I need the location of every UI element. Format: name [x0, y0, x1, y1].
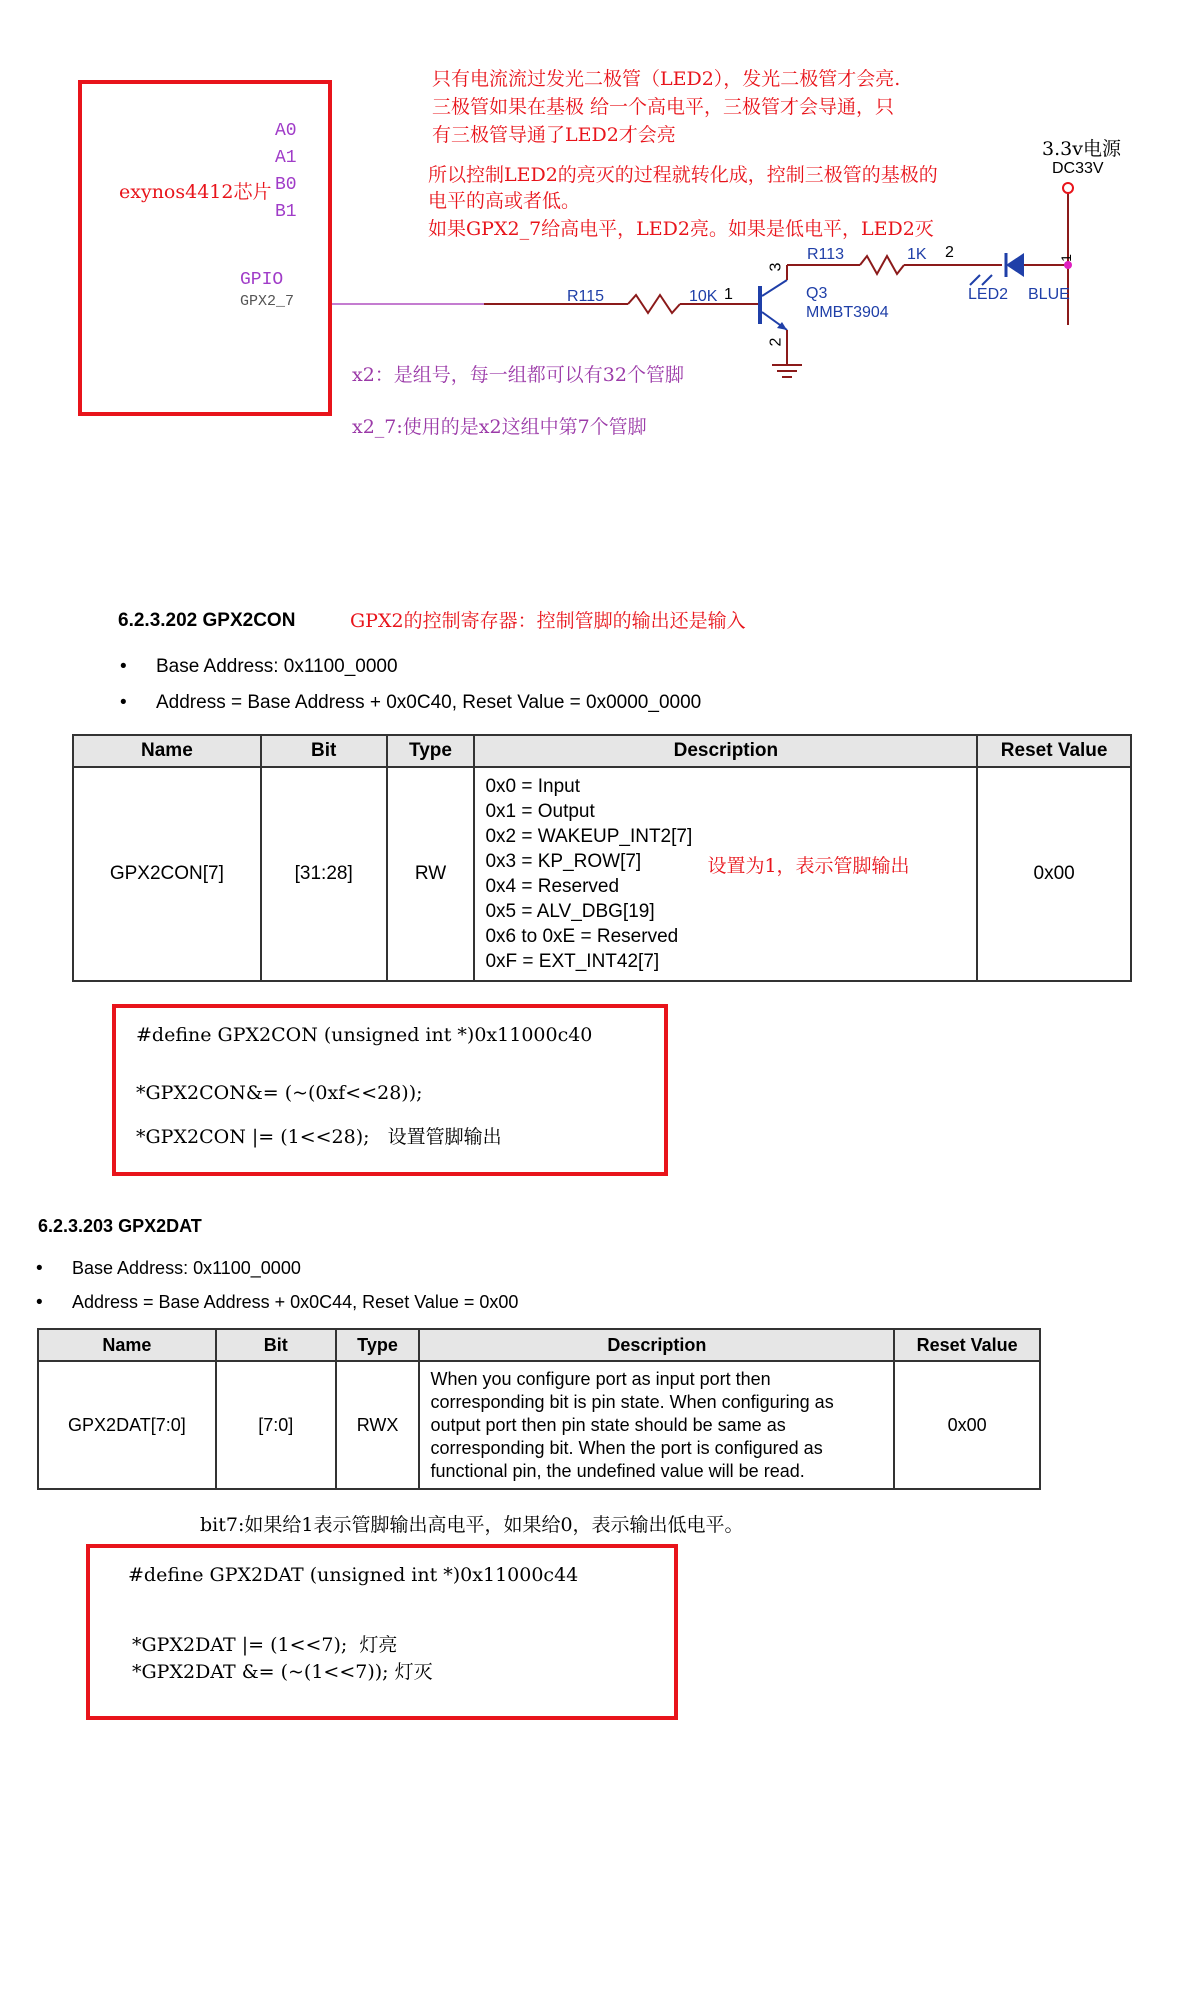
desc-line: corresponding bit. When the port is configured as [430, 1437, 823, 1458]
col-name-header: Name [73, 735, 261, 767]
cell-name: GPX2CON[7] [73, 767, 261, 981]
desc-line: corresponding bit is pin state. When configuring as [430, 1391, 834, 1412]
r113-resistor [860, 256, 904, 274]
desc-line: 0x5 = ALV_DBG[19] [485, 901, 655, 922]
q3-collector-pin: 3 [767, 262, 785, 272]
bit7-note: bit7:如果给1表示管脚输出高电平，如果给0，表示输出低电平。 [200, 1514, 744, 1536]
gpx2dat-define: #define GPX2DAT (unsigned int *)0x11000c44 [128, 1564, 579, 1586]
power-junction [1064, 261, 1072, 269]
col-bit-header: Bit [216, 1329, 336, 1361]
r113-value: 1K [907, 246, 927, 263]
chip-pin-b1: B1 [275, 202, 297, 222]
gpx2dat-address: • Address = Base Address + 0x0C44, Reset Value = 0x00 [72, 1292, 518, 1313]
led-diode-triangle [1006, 253, 1024, 277]
gpio-label: GPIO [240, 270, 284, 290]
r115-name: R115 [567, 288, 605, 305]
gpx2con-base-address: • Base Address: 0x1100_0000 [156, 656, 398, 678]
cell-bit: [31:28] [261, 767, 387, 981]
gpx2dat-led-off: *GPX2DAT &= (~(1<<7)); 灯灭 [132, 1661, 433, 1683]
desc-annotation: 设置为1，表示管脚输出 [707, 855, 910, 877]
cell-type: RW [387, 767, 475, 981]
power-net: DC33V [1052, 160, 1104, 177]
led-pin-1: 1 [1057, 254, 1074, 262]
desc-line: 0x6 to 0xE = Reserved [485, 926, 679, 947]
desc-line: When you configure port as input port then [430, 1368, 771, 1389]
r115-value: 10K [689, 288, 718, 305]
chip-label: exynos4412芯片 [119, 181, 272, 203]
r113-name: R113 [807, 246, 845, 263]
chip-pin-a1: A1 [275, 148, 297, 168]
gpio-pin-label: GPX2_7 [240, 293, 295, 310]
note-line-3: 有三极管导通了LED2才会亮 [432, 124, 676, 146]
q3-collector [762, 280, 787, 296]
q3-base-pin: 1 [724, 286, 733, 303]
led-color: BLUE [1028, 286, 1070, 303]
q3-part: MMBT3904 [806, 304, 889, 321]
gpx2con-clear-bits: *GPX2CON&= (~(0xf<<28)); [136, 1082, 423, 1104]
power-terminal [1063, 183, 1073, 193]
gpx2dat-base-address: • Base Address: 0x1100_0000 [72, 1258, 301, 1279]
q3-name: Q3 [806, 285, 828, 302]
col-name-header: Name [38, 1329, 216, 1361]
col-description-header: Description [419, 1329, 894, 1361]
r115-resistor [628, 295, 680, 313]
q3-emitter-pin: 2 [767, 337, 785, 347]
led-pin-2: 2 [945, 244, 954, 261]
desc-line: 0x4 = Reserved [485, 876, 620, 897]
led-name: LED2 [968, 286, 1009, 303]
note-group-number: x2：是组号，每一组都可以有32个管脚 [352, 364, 684, 386]
gpx2dat-header-row [38, 1329, 1040, 1361]
col-type-header: Type [387, 735, 475, 767]
cell-description [419, 1361, 894, 1489]
led-ray-1 [970, 275, 980, 285]
col-bit-header: Bit [261, 735, 387, 767]
note-line-6: 如果GPX2_7给高电平，LED2亮。如果是低电平，LED2灭 [428, 218, 934, 240]
gpx2con-header-row [73, 735, 1131, 767]
gpx2dat-table [37, 1328, 1041, 1490]
table-row [73, 767, 1131, 981]
note-line-1: 只有电流流过发光二极管（LED2），发光二极管才会亮. [432, 68, 901, 90]
led-ray-2 [982, 275, 992, 285]
note-line-2: 三极管如果在基极 给一个高电平，三极管才会导通，只 [432, 96, 895, 118]
gpx2con-set-output: *GPX2CON |= (1<<28); 设置管脚输出 [136, 1126, 502, 1148]
power-label: 3.3v电源 [1042, 138, 1121, 160]
desc-line: 0xF = EXT_INT42[7] [485, 951, 660, 972]
gpx2con-table [72, 734, 1132, 982]
note-line-4: 所以控制LED2的亮灭的过程就转化成，控制三极管的基极的 [428, 164, 938, 186]
led-circuit-schematic [0, 0, 1184, 440]
cell-bit: [7:0] [216, 1361, 336, 1489]
col-type-header: Type [336, 1329, 420, 1361]
gpx2con-heading: 6.2.3.202 GPX2CON [118, 610, 296, 631]
cell-reset: 0x00 [977, 767, 1131, 981]
gpx2con-address: • Address = Base Address + 0x0C40, Reset Value = 0x0000_0000 [156, 692, 701, 714]
gpx2dat-heading: 6.2.3.203 GPX2DAT [38, 1216, 202, 1236]
gpx2dat-led-on: *GPX2DAT |= (1<<7); 灯亮 [132, 1634, 398, 1656]
gpx2con-annotation: GPX2的控制寄存器：控制管脚的输出还是输入 [350, 610, 746, 632]
chip-pin-a0: A0 [275, 121, 297, 141]
desc-line: 0x3 = KP_ROW[7] [485, 851, 642, 872]
note-line-5: 电平的高或者低。 [428, 190, 581, 212]
cell-description [474, 767, 977, 981]
gpx2con-define: #define GPX2CON (unsigned int *)0x11000c40 [136, 1024, 593, 1046]
table-row [38, 1361, 1040, 1489]
col-description-header: Description [474, 735, 977, 767]
desc-line: 0x2 = WAKEUP_INT2[7] [485, 826, 693, 847]
desc-line: output port then pin state should be same as [430, 1414, 786, 1435]
cell-name: GPX2DAT[7:0] [38, 1361, 216, 1489]
note-pin-index: x2_7:使用的是x2这组中第7个管脚 [352, 416, 647, 438]
col-reset-header: Reset Value [977, 735, 1131, 767]
cell-type: RWX [336, 1361, 420, 1489]
desc-line: 0x1 = Output [485, 801, 595, 822]
desc-line: 0x0 = Input [485, 776, 580, 797]
cell-reset: 0x00 [894, 1361, 1040, 1489]
chip-pin-b0: B0 [275, 175, 297, 195]
desc-line: functional pin, the undefined value will be read. [430, 1460, 805, 1481]
col-reset-header: Reset Value [894, 1329, 1040, 1361]
